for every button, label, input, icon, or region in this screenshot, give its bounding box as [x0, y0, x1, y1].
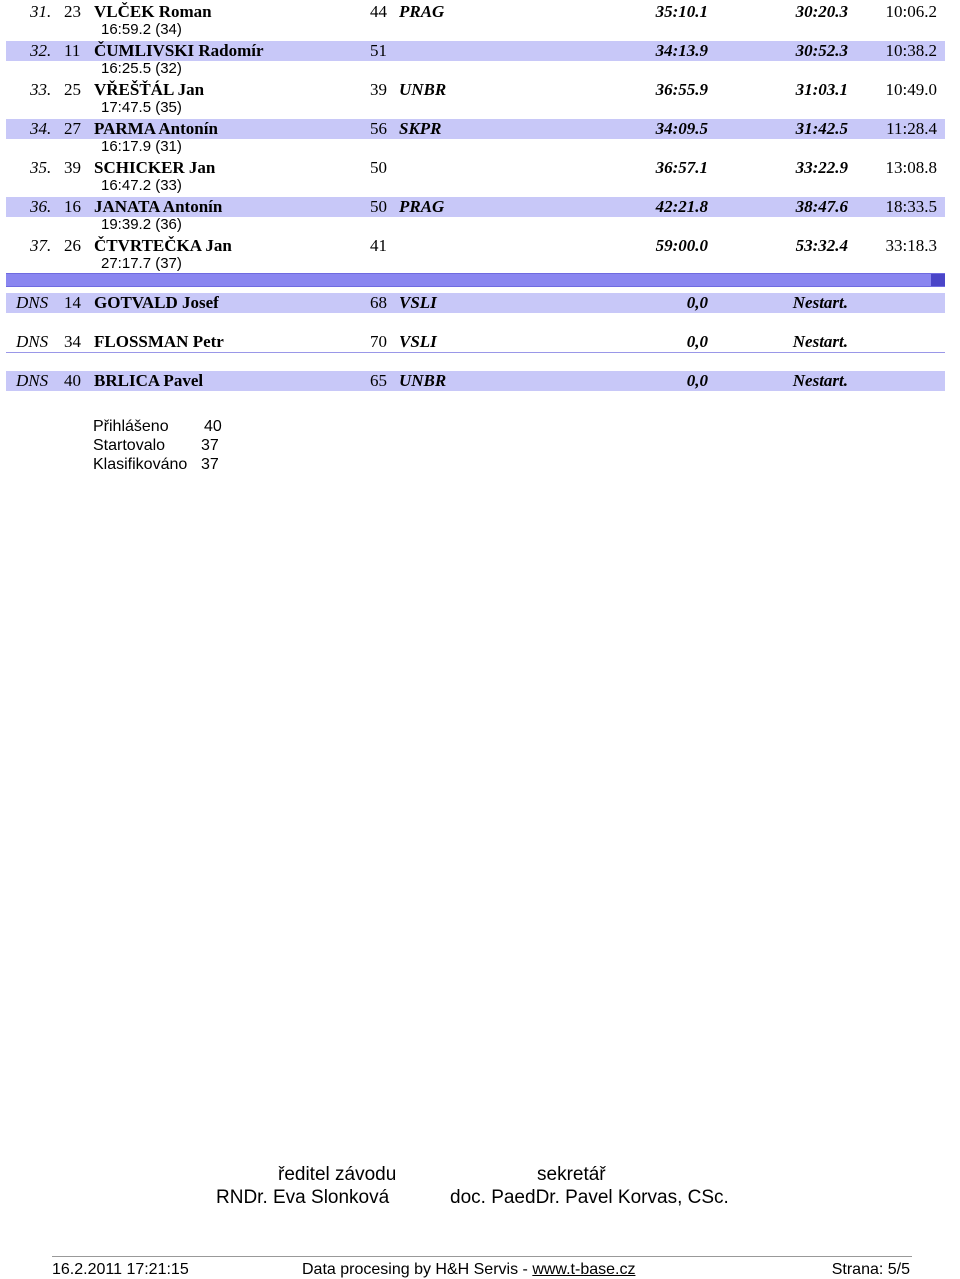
- split-time: 17:47.5 (35): [101, 99, 182, 116]
- club: UNBR: [399, 371, 447, 390]
- rank: 35.: [30, 158, 52, 177]
- time-total: 35:10.1: [655, 2, 708, 21]
- club: VSLI: [399, 293, 437, 312]
- birth-year: 70: [370, 332, 387, 351]
- split-time: 19:39.2 (36): [101, 216, 182, 233]
- competitor-name: GOTVALD Josef: [94, 293, 219, 312]
- stat-registered: [93, 417, 222, 436]
- time-split: 53:32.4: [795, 236, 848, 255]
- rank: 33.: [30, 80, 52, 99]
- time-total: 36:57.1: [655, 158, 708, 177]
- time-total: 34:13.9: [655, 41, 708, 60]
- section-separator: [6, 273, 945, 287]
- dns-row: [6, 293, 945, 313]
- birth-year: 44: [370, 2, 387, 21]
- competitor-name: VŘEŠŤÁL Jan: [94, 80, 205, 99]
- secretary-title: sekretář: [537, 1164, 606, 1185]
- time-gap: 13:08.8: [885, 158, 937, 177]
- competitor-name: SCHICKER Jan: [94, 158, 216, 177]
- split-time: 16:59.2 (34): [101, 21, 182, 38]
- time-split: 38:47.6: [795, 197, 848, 216]
- result-row: [6, 119, 945, 139]
- birth-year: 39: [370, 80, 387, 99]
- birth-year: 65: [370, 371, 387, 390]
- separator-block: [931, 274, 945, 286]
- birth-year: 51: [370, 41, 387, 60]
- result-row: [6, 2, 945, 22]
- result-row: [6, 197, 945, 217]
- competitor-name: JANATA Antonín: [94, 197, 223, 216]
- bib-number: 16: [64, 197, 81, 216]
- director-name: RNDr. Eva Slonková: [216, 1187, 390, 1208]
- bib-number: 11: [64, 41, 81, 60]
- rank: 37.: [30, 236, 52, 255]
- result-row: [6, 236, 945, 256]
- competitor-name: VLČEK Roman: [94, 2, 212, 21]
- status-text: Nestart.: [792, 332, 848, 351]
- club: PRAG: [399, 197, 445, 216]
- competitor-name: ČTVRTEČKA Jan: [94, 236, 232, 255]
- time-total: 59:00.0: [655, 236, 708, 255]
- result-row: [6, 41, 945, 61]
- competitor-name: FLOSSMAN Petr: [94, 332, 224, 351]
- rank: 34.: [30, 119, 52, 138]
- footer-processing: [302, 1260, 635, 1279]
- time-total: 34:09.5: [655, 119, 708, 138]
- bib-number: 25: [64, 80, 81, 99]
- footer-rule: [52, 1256, 912, 1257]
- time-split: 33:22.9: [795, 158, 848, 177]
- stat-classified-value: 37: [201, 456, 219, 473]
- status: DNS: [16, 332, 49, 351]
- time-split: 30:52.3: [795, 41, 848, 60]
- result-row: [6, 158, 945, 178]
- competitor-name: PARMA Antonín: [94, 119, 218, 138]
- time-gap: 10:06.2: [885, 2, 937, 21]
- bib-number: 34: [64, 332, 81, 351]
- time-total: 0,0: [686, 332, 708, 351]
- time-split: 31:42.5: [795, 119, 848, 138]
- stat-classified-label: Klasifikováno: [93, 456, 188, 473]
- footer-page: Strana: 5/5: [831, 1261, 910, 1278]
- time-gap: 11:28.4: [886, 119, 937, 138]
- time-total: 0,0: [686, 293, 708, 312]
- birth-year: 50: [370, 158, 387, 177]
- club: UNBR: [399, 80, 447, 99]
- club: VSLI: [399, 332, 437, 351]
- status: DNS: [16, 293, 49, 312]
- competitor-name: ČUMLIVSKI Radomír: [94, 41, 264, 60]
- time-total: 42:21.8: [655, 197, 708, 216]
- stat-classified: [93, 455, 219, 474]
- birth-year: 41: [370, 236, 387, 255]
- birth-year: 56: [370, 119, 387, 138]
- time-split: 31:03.1: [795, 80, 848, 99]
- club: SKPR: [399, 119, 442, 138]
- bib-number: 23: [64, 2, 81, 21]
- dns-row: [6, 332, 945, 352]
- bib-number: 27: [64, 119, 81, 138]
- competitor-name: BRLICA Pavel: [94, 371, 204, 390]
- bib-number: 39: [64, 158, 81, 177]
- stat-started-label: Startovalo: [93, 437, 166, 454]
- footer-link[interactable]: www.t-base.cz: [532, 1261, 636, 1278]
- rank: 32.: [30, 41, 52, 60]
- time-gap: 18:33.5: [885, 197, 937, 216]
- status-text: Nestart.: [792, 371, 848, 390]
- club: PRAG: [399, 2, 445, 21]
- status: DNS: [16, 371, 49, 390]
- birth-year: 68: [370, 293, 387, 312]
- result-row: [6, 80, 945, 100]
- split-time: 16:25.5 (32): [101, 60, 182, 77]
- time-total: 36:55.9: [655, 80, 708, 99]
- footer-processing-text: Data procesing by H&H Servis -: [302, 1261, 533, 1278]
- bib-number: 14: [64, 293, 81, 312]
- stat-started: [93, 436, 219, 455]
- director-title: ředitel závodu: [278, 1164, 397, 1185]
- time-split: 30:20.3: [795, 2, 848, 21]
- time-gap: 10:49.0: [885, 80, 937, 99]
- status-text: Nestart.: [792, 293, 848, 312]
- birth-year: 50: [370, 197, 387, 216]
- split-time: 16:17.9 (31): [101, 138, 182, 155]
- stat-registered-label: Přihlášeno: [93, 418, 169, 435]
- row-rule: [6, 352, 945, 353]
- split-time: 27:17.7 (37): [101, 255, 182, 272]
- stat-started-value: 37: [201, 437, 219, 454]
- time-gap: 10:38.2: [885, 41, 937, 60]
- rank: 36.: [30, 197, 52, 216]
- time-total: 0,0: [686, 371, 708, 390]
- time-gap: 33:18.3: [885, 236, 937, 255]
- footer-timestamp: 16.2.2011 17:21:15: [52, 1261, 189, 1278]
- stat-registered-value: 40: [204, 418, 222, 435]
- bib-number: 26: [64, 236, 81, 255]
- split-time: 16:47.2 (33): [101, 177, 182, 194]
- bib-number: 40: [64, 371, 81, 390]
- secretary-name: doc. PaedDr. Pavel Korvas, CSc.: [450, 1187, 729, 1208]
- dns-row: [6, 371, 945, 391]
- rank: 31.: [30, 2, 52, 21]
